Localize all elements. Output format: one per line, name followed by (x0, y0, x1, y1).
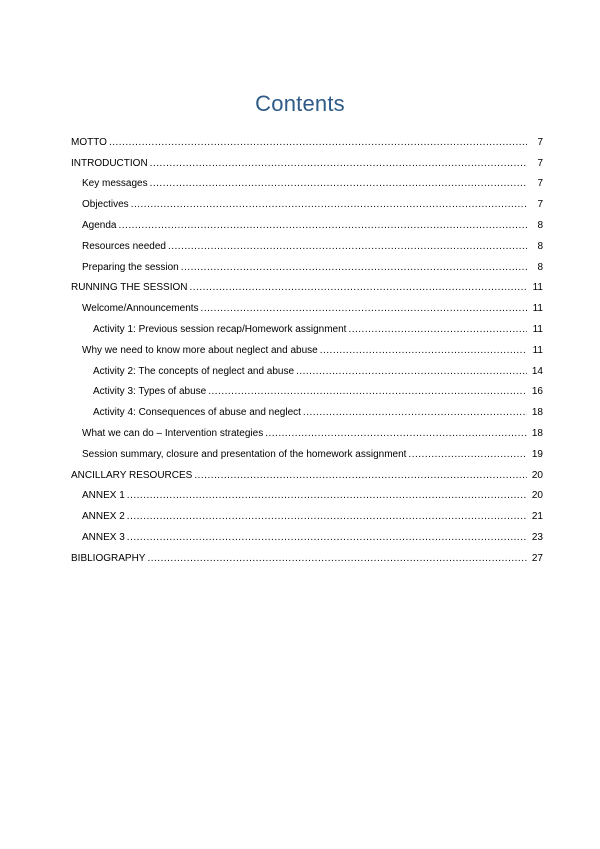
toc-page-number: 8 (537, 240, 543, 252)
toc-entry-label: Welcome/Announcements (82, 303, 199, 315)
toc-entry-1[interactable] (0, 149, 600, 170)
toc-entry-5[interactable] (0, 232, 600, 253)
toc-page-number: 7 (537, 199, 543, 211)
toc-entry-label: BIBLIOGRAPHY (71, 552, 146, 564)
toc-entry-9[interactable] (0, 315, 600, 336)
toc-page-number: 11 (532, 282, 543, 294)
toc-leader-dots (303, 406, 527, 419)
toc-entry-12[interactable] (0, 378, 600, 399)
toc-page-number: 18 (531, 427, 543, 439)
toc-page-number: 7 (537, 178, 543, 190)
toc-page-number: 21 (531, 511, 543, 523)
toc-page-number: 11 (532, 323, 543, 335)
toc-leader-dots (194, 469, 527, 482)
toc-entry-label: Preparing the session (82, 261, 179, 273)
toc-page-number: 7 (537, 136, 543, 148)
toc-entry-label: What we can do – Intervention strategies (82, 427, 264, 439)
toc-entry-11[interactable] (0, 357, 600, 378)
toc-page-number: 16 (531, 386, 543, 398)
toc-leader-dots (109, 136, 527, 149)
page-title: Contents (255, 91, 345, 116)
toc-entry-6[interactable] (0, 253, 600, 274)
toc-page-number: 20 (531, 469, 543, 481)
toc-page-number: 7 (537, 157, 543, 169)
toc-entry-label: Resources needed (82, 240, 166, 252)
toc-entry-20[interactable] (0, 544, 600, 565)
toc-entry-7[interactable] (0, 274, 600, 295)
toc-entry-16[interactable] (0, 461, 600, 482)
toc-entry-label: MOTTO (71, 136, 107, 148)
toc-leader-dots (190, 281, 528, 294)
toc-leader-dots (265, 427, 527, 440)
toc-page-number: 14 (531, 365, 543, 377)
toc-entry-label: Session summary, closure and presentation of the homework assignment (82, 448, 407, 460)
toc-entry-14[interactable] (0, 419, 600, 440)
toc-entry-label: Objectives (82, 199, 129, 211)
toc-page-number: 8 (537, 261, 543, 273)
toc-entry-10[interactable] (0, 336, 600, 357)
toc-entry-label: ANNEX 2 (82, 511, 125, 523)
toc-entry-15[interactable] (0, 440, 600, 461)
toc-leader-dots (147, 552, 527, 565)
toc-entry-0[interactable] (0, 128, 600, 149)
toc-entry-label: Activity 1: Previous session recap/Homework assignment (93, 323, 347, 335)
toc-entry-label: ANNEX 3 (82, 531, 125, 543)
toc-leader-dots (320, 344, 527, 357)
toc-page-number: 11 (532, 303, 543, 315)
toc-leader-dots (168, 240, 527, 253)
toc-entry-2[interactable] (0, 170, 600, 191)
toc-entry-label: ANCILLARY RESOURCES (71, 469, 193, 481)
toc-page-number: 18 (531, 407, 543, 419)
toc-page-number: 20 (531, 490, 543, 502)
toc-entry-label: ANNEX 1 (82, 490, 125, 502)
toc-leader-dots (296, 365, 527, 378)
toc-page-number: 23 (531, 531, 543, 543)
toc-entry-8[interactable] (0, 294, 600, 315)
toc-entry-18[interactable] (0, 502, 600, 523)
toc-entry-label: INTRODUCTION (71, 157, 148, 169)
toc-entry-label: Activity 3: Types of abuse (93, 386, 207, 398)
toc-entry-label: RUNNING THE SESSION (71, 282, 188, 294)
toc-leader-dots (348, 323, 527, 336)
toc-leader-dots (201, 302, 527, 315)
toc-leader-dots (127, 531, 527, 544)
toc-entry-19[interactable] (0, 523, 600, 544)
toc-entry-label: Key messages (82, 178, 148, 190)
toc-leader-dots (408, 448, 527, 461)
toc-leader-dots (150, 157, 527, 170)
toc-leader-dots (118, 219, 527, 232)
toc-entry-3[interactable] (0, 190, 600, 211)
toc-leader-dots (181, 261, 527, 274)
toc-page-number: 8 (537, 219, 543, 231)
toc-leader-dots (150, 177, 527, 190)
toc-page-number: 27 (531, 552, 543, 564)
toc-leader-dots (131, 198, 527, 211)
toc-leader-dots (127, 489, 527, 502)
table-of-contents (0, 128, 600, 565)
toc-entry-label: Activity 4: Consequences of abuse and neglect (93, 407, 301, 419)
toc-entry-label: Agenda (82, 219, 117, 231)
toc-leader-dots (208, 385, 527, 398)
toc-page-number: 19 (531, 448, 543, 460)
toc-entry-13[interactable] (0, 398, 600, 419)
toc-entry-4[interactable] (0, 211, 600, 232)
toc-entry-17[interactable] (0, 482, 600, 503)
toc-entry-label: Why we need to know more about neglect and abuse (82, 344, 318, 356)
toc-entry-label: Activity 2: The concepts of neglect and abuse (93, 365, 295, 377)
toc-page-number: 11 (532, 344, 543, 356)
toc-leader-dots (127, 510, 527, 523)
